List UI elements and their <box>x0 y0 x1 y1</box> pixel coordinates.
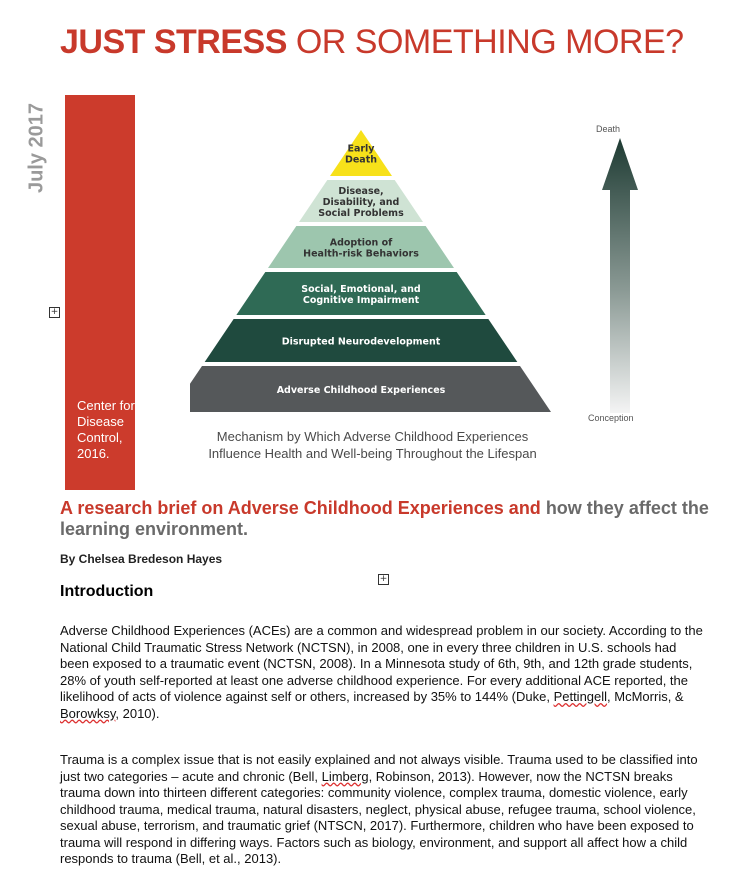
pyramid-level-label: Adoption of Health-risk Behaviors <box>303 237 419 260</box>
lifespan-arrow <box>580 118 660 428</box>
subtitle-red: A research brief on Adverse Childhood Experiences and <box>60 498 541 518</box>
para1-text-c: , 2010). <box>115 705 160 721</box>
gradient-arrow-shape <box>602 138 638 413</box>
subtitle-gray: how they affect the learning environment. <box>60 498 709 539</box>
author-line: By Chelsea Bredeson Hayes <box>60 552 223 566</box>
para1-text-b: , McMorris, & <box>607 689 684 704</box>
move-handle-icon[interactable]: + <box>50 307 59 317</box>
title-bold-part: JUST STRESS <box>60 23 287 61</box>
arrow-label-death: Death <box>596 124 621 134</box>
date-text: July 2017 <box>25 102 48 194</box>
para2-text-b: , Robinson, 2013). However, now the NCTSN breaks trauma down into thirteen different categories: community violence, complex trauma, domestic violence, early childhood trauma, medical trauma, natural disasters, neglect, physical abuse, refugee trauma, school violence, sexual abuse, terrorism, and traumatic grief (NTSCN, 2017). Furthermore, children who have been exposed to trauma will respond in differing ways. Factors such as biology, environment, and support all affect how a child responds to trauma (Bell, et al., 2013). <box>60 768 696 866</box>
caption-line-1: Mechanism by Which Adverse Childhood Experiences <box>216 429 529 444</box>
brief-subtitle <box>60 498 710 540</box>
pyramid-level-label: Disease, Disability, and Social Problems <box>318 186 404 219</box>
section-heading-introduction: Introduction <box>60 583 154 600</box>
arrow-label-conception: Conception <box>588 413 634 423</box>
pyramid-level-label: Disrupted Neurodevelopment <box>281 336 441 348</box>
spellcheck-word[interactable]: Pettingell <box>553 689 608 704</box>
ace-pyramid-diagram <box>190 110 590 470</box>
pyramid-level-label: Adverse Childhood Experiences <box>276 385 446 396</box>
paragraph-2 <box>60 752 708 868</box>
spellcheck-word[interactable]: Limberg <box>321 768 369 784</box>
document-title <box>60 22 684 62</box>
title-light-part: OR SOMETHING MORE? <box>286 23 684 61</box>
caption-line-2: Influence Health and Well-being Throughout the Lifespan <box>208 446 537 461</box>
pyramid-level-label: Social, Emotional, and Cognitive Impairment <box>301 284 421 306</box>
spellcheck-word[interactable]: Borowksy <box>60 705 116 721</box>
para1-text-a: Adverse Childhood Experiences (ACEs) are a common and widespread problem in our society. According to the National Child Traumatic Stress Network (NCTSN), in 2008, one in every three children in U.S. schools had been exposed to a traumatic event (NCTSN, 2008). In a Minnesota study of 6th, 9th, and 12th grade students, 28% of youth self-reported at least one adverse childhood experience. For every additional ACE reported, the likelihood of acts of violence against self or others, increased by 35% to 144% (Duke, <box>60 623 703 704</box>
pyramid-levels <box>190 130 551 412</box>
paragraph-1 <box>60 623 708 722</box>
vertical-date <box>22 98 52 198</box>
pyramid-level-label: Early Death <box>344 143 378 166</box>
diagram-caption <box>190 428 555 462</box>
move-handle-icon[interactable]: + <box>379 574 388 584</box>
sidebar-caption: Center for Disease Control, 2016. <box>77 398 135 461</box>
para2-text-a: Trauma is a complex issue that is not easily explained and not always visible. Trauma used to be classified into just two categories – acute and chronic (Bell, <box>60 752 698 784</box>
red-sidebar <box>65 95 135 490</box>
